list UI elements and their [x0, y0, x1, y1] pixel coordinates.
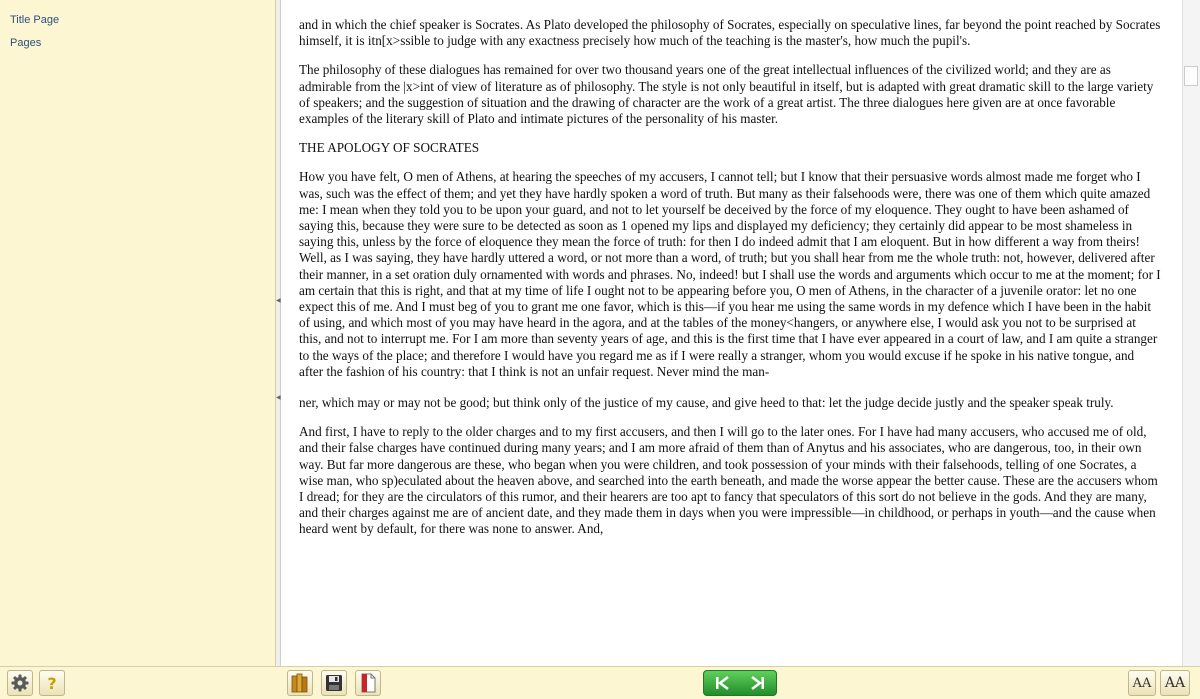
- sidebar-link-title-page[interactable]: Title Page: [10, 14, 60, 26]
- paragraph: And first, I have to reply to the older charges and to my first accusers, and then I will go to the later ones. For I have had many accusers, who accused me of old, and their false charges have continued during many years; and I am more afraid of them than of Anytus and his associates, who are dangerous, too, in their own way. But far more dangerous are these, who began when you were children, and took possession of your minds with their falsehoods, telling of one Socrates, a wise man, who sp)eculated about the heaven above, and searched into the earth beneath, and made the worse appear the better cause. These are the accusers whom I dread; for they are the circulators of this rumor, and their hearers are too apt to fancy that speculators of this sort do not believe in the gods. And they are many, and their charges against me are of ancient date, and they made them in days when you were impressible—in childhood, or perhaps in youth—and the cause when heard went by default, for there was none to answer. And,: [299, 424, 1158, 537]
- paragraph: and in which the chief speaker is Socrates. As Plato developed the philosophy of Socrates, especially on speculative lines, far beyond the point reached by Socrates himself, it is itn[x>ssible to judge with any exactness precisely how much of the teaching is the master's, how much the pupil's.: [299, 17, 1161, 49]
- next-page-button[interactable]: [743, 672, 773, 694]
- paragraph: The philosophy of these dialogues has remained for over two thousand years one of the great intellectual influences of the civilized world; and they are as admirable from the |x>int of view of literature as of philosophy. The style is not only beautiful in itself, but is adapted with great dramatic skill to the large variety of speakers; and the suggestion of situation and the drawing of character are the work of a great artist. The three dialogues here given are at once favorable examples of the literary skill of Plato and intimate pictures of the personality of his master.: [299, 62, 1154, 127]
- help-icon: ?: [47, 673, 57, 693]
- pdf-button[interactable]: [355, 670, 381, 696]
- bottom-toolbar: [0, 666, 1200, 699]
- scrollbar-thumb[interactable]: [1184, 66, 1198, 86]
- chapter-heading: THE APOLOGY OF SOCRATES: [299, 140, 480, 156]
- collapse-left-arrow-icon[interactable]: ◀: [276, 298, 281, 304]
- settings-button[interactable]: [7, 670, 33, 696]
- save-button[interactable]: [321, 670, 347, 696]
- books-icon: [291, 673, 309, 693]
- font-increase-button[interactable]: [1160, 670, 1190, 696]
- help-button[interactable]: [39, 670, 65, 696]
- paragraph: ner, which may or may not be good; but think only of the justice of my cause, and give heed to that: let the judge decide justly and the speaker speak truly.: [299, 395, 1114, 411]
- paragraph: How you have felt, O men of Athens, at hearing the speeches of my accusers, I cannot tell; but I know that their persuasive words almost made me forget who I was, such was the effect of them; and yet they have hardly spoken a word of truth. But many as their falsehoods were, there was one of them which quite amazed me: I mean when they told you to be upon your guard, and not to let yourself be deceived by the force of my eloquence. They ought to have been ashamed of saying this, because they were sure to be detected as soon as 1 opened my lips and displayed my deficiency; they certainly did appear to be most shameless in saying this, unless by the force of eloquence they mean the force of truth: for then I do indeed admit that I am eloquent. But in how different a way from theirs! Well, as I was saying, they have hardly uttered a word, or not more than a word, of truth; but you shall hear from me the whole truth: not, however, delivered after their manner, in a set oration duly ornamented with words and phrases. No, indeed! but I shall use the words and arguments which occur to me at the moment; for I am certain that this is right, and that at my time of life I ought not to be appearing before you, O men of Athens, in the character of a juvenile orator: let no one expect this of me. And I must beg of you to grant me one favor, which is this—if you hear me using the same words in my defence which I have been in the habit of using, and which most of you may have heard in the agora, and at the tables of the money<hangers, or anywhere else, I would ask you not to be surprised at this, and not to interrupt me. For I am more than seventy years of age, and this is the first time that I have ever appeared in a court of law, and I am quite a stranger to the ways of the place; and therefore I would have you regard me as if I were really a stranger, whom you would excuse if he spoke in his native tongue, and after the fashion of his country: that I think is not an unfair request. Never mind the man-: [299, 169, 1161, 379]
- font-decrease-button[interactable]: [1128, 670, 1156, 696]
- gear-icon: [11, 674, 29, 692]
- bookshelf-button[interactable]: [287, 670, 313, 696]
- font-increase-icon: AA: [1164, 675, 1186, 691]
- next-page-icon: [750, 676, 766, 690]
- pdf-icon: [360, 673, 376, 693]
- collapse-left-arrow-icon-2[interactable]: ◀: [276, 395, 281, 401]
- vertical-scrollbar[interactable]: [1182, 0, 1200, 666]
- save-icon: [325, 674, 343, 692]
- book-reader: [281, 0, 1181, 666]
- page-navigation: [703, 670, 777, 696]
- sidebar-link-pages[interactable]: Pages: [10, 37, 42, 49]
- previous-page-icon: [714, 676, 730, 690]
- sidebar: [0, 0, 276, 666]
- previous-page-button[interactable]: [707, 672, 737, 694]
- book-text: [281, 0, 1181, 538]
- font-decrease-icon: AA: [1132, 675, 1152, 691]
